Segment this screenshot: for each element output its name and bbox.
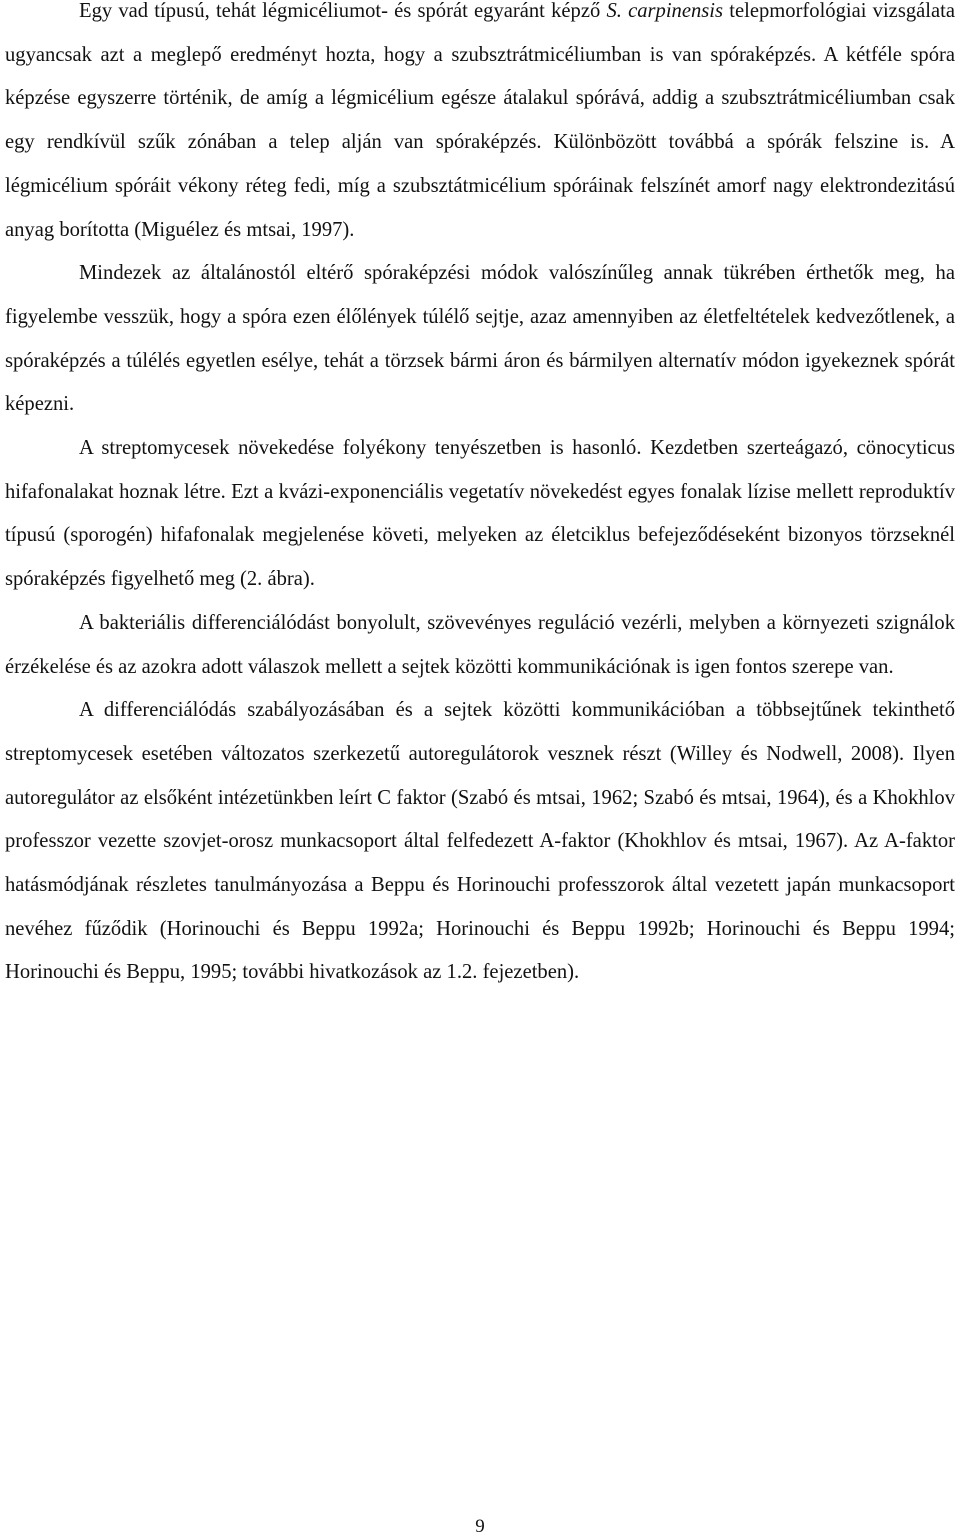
paragraph-liquid-culture: A streptomycesek növekedése folyékony tenyészetben is hasonló. Kezdetben szerteágazó, cönocyticus hifafonalakat hoznak létre. Ezt a kvázi-exponenciális vegetatív növekedést egyes fonalak lízise mellett reproduktív típusú (sporogén) hifafonalak megjelenése követi, melyeken az életciklus befejeződéseként bizonyos törzseknél spóraképzés figyelhető meg (2. ábra). [5,437,955,591]
paragraph-spore-formation [5,0,955,252]
paragraph-lead: Egy vad típusú, tehát légmicéliumot- és spórát egyaránt képző [79,0,607,22]
paragraph-regulation: A bakteriális differenciálódást bonyolult, szövevényes reguláció vezérli, melyben a környezeti szignálok érzékelése és az azokra adott válaszok mellett a sejtek közötti kommunikációnak is igen fontos szerepe van. [5,611,955,678]
document-page [5,0,955,995]
species-name: S. carpinensis [606,0,724,22]
paragraph-survival: Mindezek az általánostól eltérő spóraképzési módok valószínűleg annak tükrében érthetők meg, ha figyelembe vesszük, hogy a spóra ezen élőlények túlélő sejtje, azaz amennyiben az életfeltételek kedvezőtlenek, a spóraképzés a túlélés egyetlen esélye, tehát a törzsek bármi áron és bármilyen alternatív módon igyekeznek spórát képezni. [5,262,955,416]
paragraph-autoregulators: A differenciálódás szabályozásában és a sejtek közötti kommunikációban a többsejtűnek tekinthető streptomycesek esetében változatos szerkezetű autoregulátorok vesznek részt (Willey és Nodwell, 2008). Ilyen autoregulátor az elsőként intézetünkben leírt C faktor (Szabó és mtsai, 1962; Szabó és mtsai, 1964), és a Khokhlov professzor vezette szovjet-orosz munkacsoport által felfedezett A-faktor (Khokhlov és mtsai, 1967). Az A-faktor hatásmódjának részletes tanulmányozása a Beppu és Horinouchi professzorok által vezetett japán munkacsoport nevéhez fűződik (Horinouchi és Beppu 1992a; Horinouchi és Beppu 1992b; Horinouchi és Beppu 1994; Horinouchi és Beppu, 1995; további hivatkozások az 1.2. fejezetben). [5,699,955,984]
paragraph-rest: telepmorfológiai vizsgálata ugyancsak azt a meglepő eredményt hozta, hogy a szubsztrátmicéliumban is van spóraképzés. A kétféle spóra képzése egyszerre történik, de amíg a légmicélium egésze átalakul spórává, addig a szubsztrátmicéliumban csak egy rendkívül szűk zónában a telep alján van spóraképzés. Különbözött továbbá a spórák felszine is. A légmicélium spóráit vékony réteg fedi, míg a szubsztátmicélium spóráinak felszínét amorf nagy elektrondezitású anyag borította (Miguélez és mtsai, 1997). [5,0,955,241]
page-number: 9 [475,1516,485,1537]
